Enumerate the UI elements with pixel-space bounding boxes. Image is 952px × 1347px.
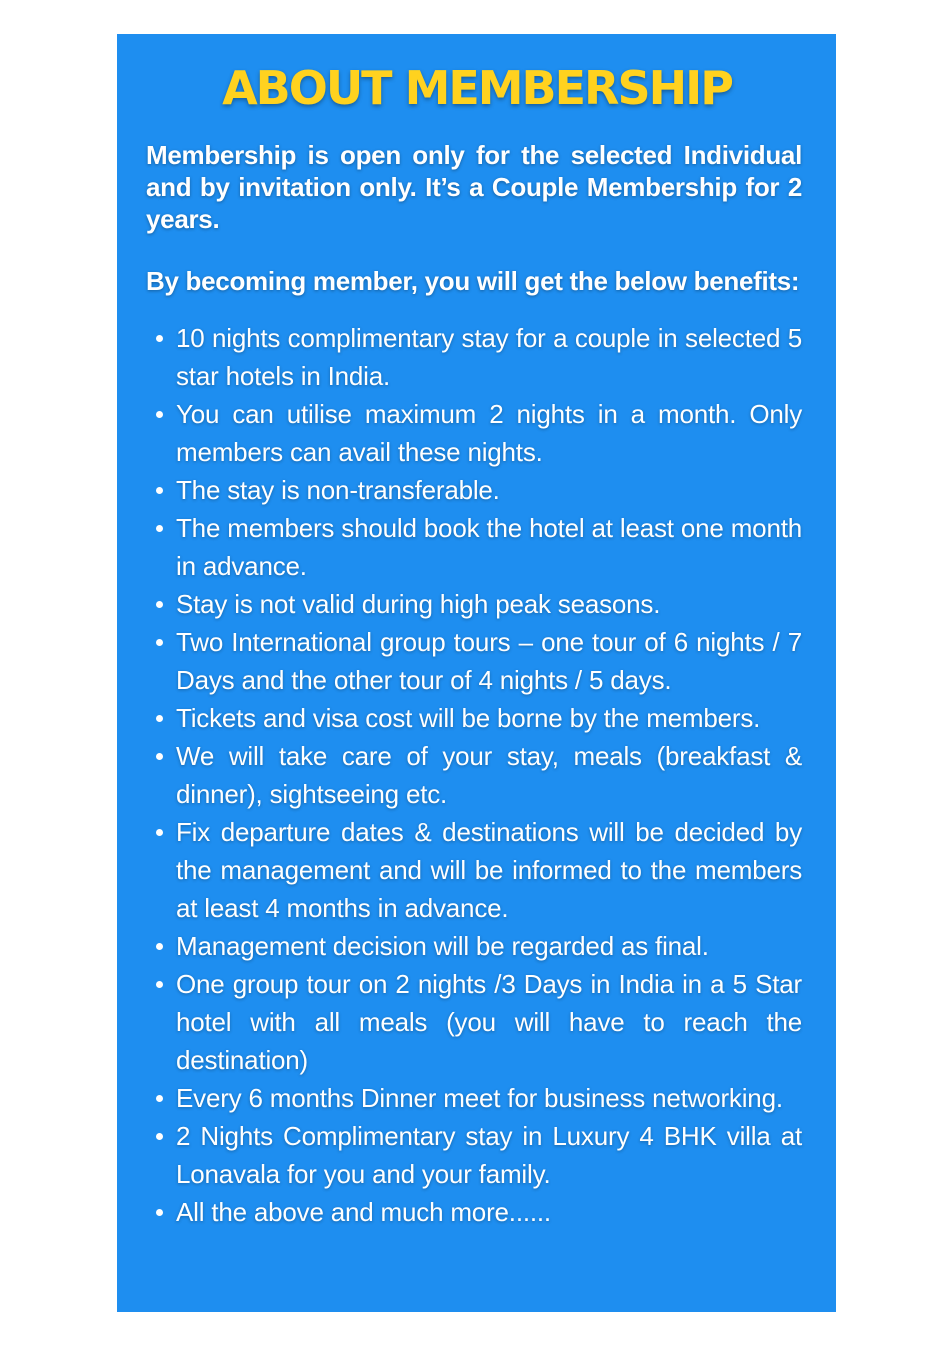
benefit-text: Every 6 months Dinner meet for business networking. (176, 1083, 783, 1113)
list-item (146, 699, 802, 737)
benefits-list (146, 319, 802, 1231)
benefit-text: Management decision will be regarded as final. (176, 931, 709, 961)
benefit-text: We will take care of your stay, meals (breakfast & dinner), sightseeing etc. (176, 741, 802, 809)
bullet-icon (156, 525, 163, 532)
benefit-text: The members should book the hotel at least one month in advance. (176, 513, 802, 581)
list-item (146, 1079, 802, 1117)
benefit-text: All the above and much more...... (176, 1197, 551, 1227)
list-item (146, 395, 802, 471)
page-title: ABOUT MEMBERSHIP (222, 61, 732, 115)
bullet-icon (156, 639, 163, 646)
list-item (146, 623, 802, 699)
bullet-icon (156, 715, 163, 722)
list-item (146, 471, 802, 509)
bullet-icon (156, 1095, 163, 1102)
list-item (146, 927, 802, 965)
benefit-text: Stay is not valid during high peak seasons. (176, 589, 661, 619)
benefit-text: 2 Nights Complimentary stay in Luxury 4 BHK villa at Lonavala for you and your family. (176, 1121, 802, 1189)
bullet-icon (156, 829, 163, 836)
list-item (146, 585, 802, 623)
list-item (146, 319, 802, 395)
bullet-icon (156, 487, 163, 494)
list-item (146, 509, 802, 585)
membership-card (117, 34, 836, 1312)
bullet-icon (156, 1133, 163, 1140)
benefits-heading: By becoming member, you will get the below benefits: (146, 266, 800, 296)
list-item (146, 737, 802, 813)
bullet-icon (156, 411, 163, 418)
list-item (146, 1193, 802, 1231)
bullet-icon (156, 753, 163, 760)
bullet-icon (156, 601, 163, 608)
benefit-text: You can utilise maximum 2 nights in a month. Only members can avail these nights. (176, 399, 802, 467)
bullet-icon (156, 943, 163, 950)
benefit-text: Two International group tours – one tour of 6 nights / 7 Days and the other tour of 4 nights / 5 days. (176, 627, 802, 695)
list-item (146, 1117, 802, 1193)
benefit-text: Fix departure dates & destinations will be decided by the management and will be informed to the members at least 4 months in advance. (176, 817, 802, 923)
benefit-text: Tickets and visa cost will be borne by the members. (176, 703, 761, 733)
bullet-icon (156, 1209, 163, 1216)
list-item (146, 965, 802, 1079)
intro-paragraph: Membership is open only for the selected Individual and by invitation only. It’s a Couple Membership for 2 years. (146, 140, 802, 234)
benefit-text: The stay is non-transferable. (176, 475, 500, 505)
list-item (146, 813, 802, 927)
benefit-text: One group tour on 2 nights /3 Days in India in a 5 Star hotel with all meals (you will have to reach the destination) (176, 969, 802, 1075)
bullet-icon (156, 981, 163, 988)
bullet-icon (156, 335, 163, 342)
benefit-text: 10 nights complimentary stay for a couple in selected 5 star hotels in India. (176, 323, 802, 391)
